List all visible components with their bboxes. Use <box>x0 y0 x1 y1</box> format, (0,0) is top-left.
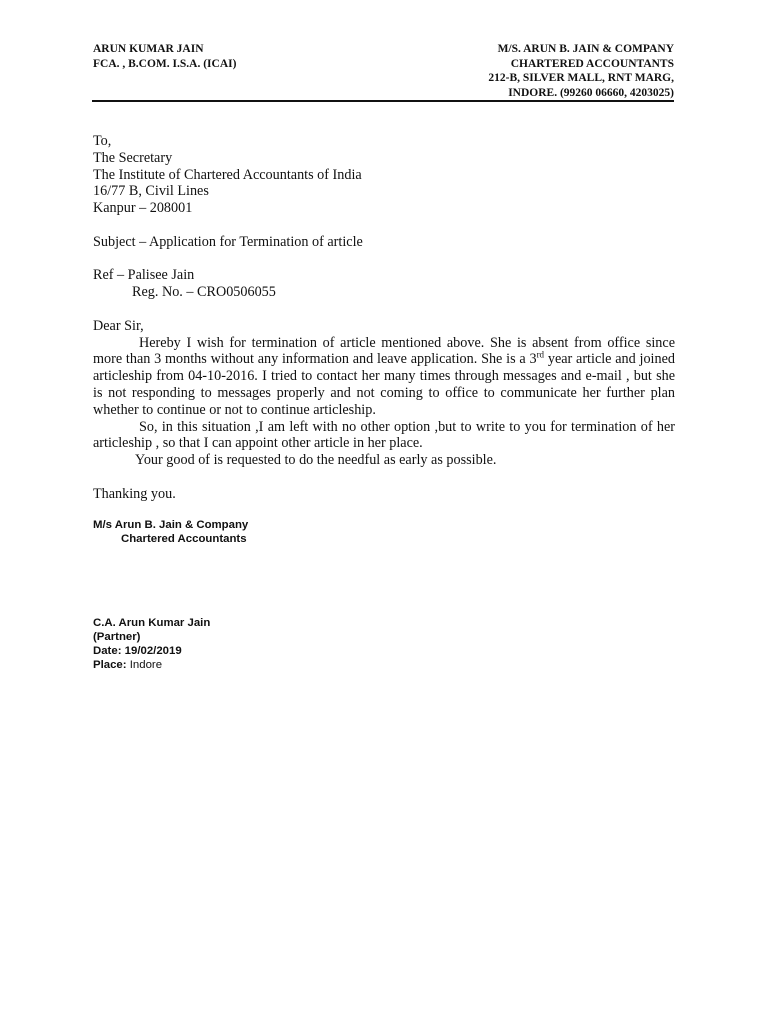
firm-city-phone: INDORE. (99260 06660, 4203025) <box>508 86 674 99</box>
letterhead-right <box>488 42 674 100</box>
reference-line: Ref – Palisee Jain <box>93 267 195 284</box>
sender-qualifications: FCA. , B.COM. I.S.A. (ICAI) <box>93 57 237 70</box>
signatory-name: C.A. Arun Kumar Jain <box>93 617 211 629</box>
body-paragraph-3: Your good of is requested to do the needful as early as possible. <box>135 452 497 469</box>
signature-person-block <box>93 616 210 672</box>
place-value: Indore <box>129 659 163 671</box>
address-line: 16/77 B, Civil Lines <box>93 183 209 200</box>
address-line: Kanpur – 208001 <box>93 200 193 217</box>
signatory-role: (Partner) <box>93 631 141 643</box>
body-paragraph-1: Hereby I wish for termination of article mentioned above. She is absent from office since more than 3 months without any information and leave application. She is a 3rd year article and joined articleship from 04-10-2016. I tried to contact her many times through messages and e-mail , but she is not responding to messages properly and not coming to office to communicate her further plan whether to continue or not to continue articleship. <box>93 334 675 418</box>
salutation: Dear Sir, <box>93 317 144 334</box>
registration-number: Reg. No. – CRO0506055 <box>132 284 276 301</box>
firm-type: CHARTERED ACCOUNTANTS <box>510 57 674 70</box>
place-line: Place: Indore <box>93 659 163 671</box>
subject-line: Subject – Application for Termination of article <box>93 233 363 250</box>
letterhead-left <box>93 42 236 71</box>
body-paragraphs <box>93 335 675 453</box>
firm-address: 212-B, SILVER MALL, RNT MARG, <box>488 72 674 84</box>
firm-name: M/S. ARUN B. JAIN & COMPANY <box>497 43 674 55</box>
address-line: The Secretary <box>93 149 173 166</box>
address-to: To, <box>93 133 112 149</box>
address-line: The Institute of Chartered Accountants of India <box>93 166 362 183</box>
closing: Thanking you. <box>93 485 176 502</box>
company-name: M/s Arun B. Jain & Company <box>93 519 249 531</box>
company-designation: Chartered Accountants <box>121 533 247 545</box>
date-value: 19/02/2019 <box>124 645 182 657</box>
letterhead-divider <box>92 100 674 102</box>
letter-body <box>93 133 675 503</box>
body-paragraph-2: So, in this situation ,I am left with no other option ,but to write to you for termination of her articleship , so that I can appoint other article in her place. <box>93 418 675 452</box>
signature-company-block <box>93 518 248 546</box>
date-line: Date: 19/02/2019 <box>93 645 182 657</box>
sender-name: ARUN KUMAR JAIN <box>93 43 204 55</box>
